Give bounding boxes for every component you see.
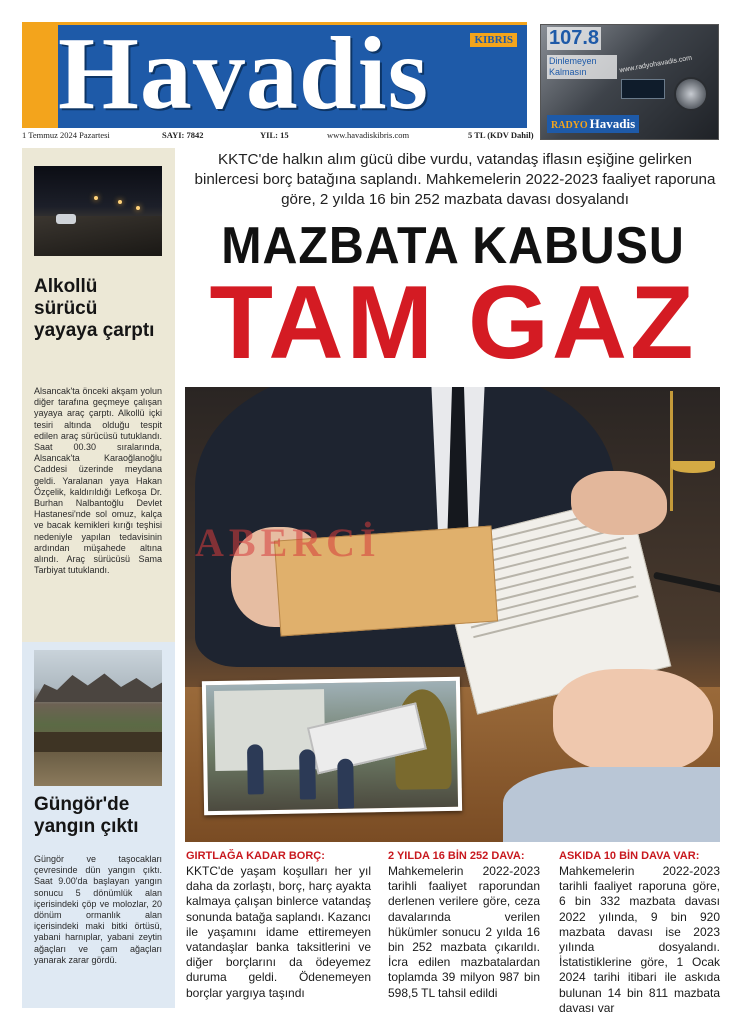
- car-icon: [56, 214, 76, 224]
- radio-brand-name: Havadis: [589, 116, 636, 131]
- radio-url: www.radyohavadis.com: [618, 54, 693, 75]
- radio-display-icon: [621, 79, 665, 99]
- sidebar-story-gungor: Güngör ve taşocakları çevresinde dün yangın çıktı. Saat 9.00'da başlayan yangın sonucu 5 dönümlük alan içerisindeki çöp ve molozlar, 20 dönüm ormanlık alan içerisindeki maki bitki örtüsü, yabani harnıplar, yabani zeytin ağaçları ve çam ağaçları yanarak zarar gördü.: [34, 854, 162, 965]
- radio-knob-icon: [674, 77, 708, 111]
- mountain-ridge-shape: [34, 672, 162, 702]
- burnt-area-shape: [34, 732, 162, 752]
- radio-brand-prefix: RADYO: [551, 120, 588, 131]
- street-lamp-icon: [94, 196, 98, 200]
- clasped-hands-shape: [553, 669, 713, 773]
- person-shape: [299, 749, 316, 799]
- masthead-region-label: KIBRIS: [470, 33, 517, 47]
- issue-number: SAYI: 7842: [162, 130, 204, 140]
- street-lamp-icon: [118, 200, 122, 204]
- sidebar-story-alkollu: Alsancak'ta önceki akşam yolun diğer tarafına geçmeye çalışan yayaya araç çarptı. Alkollü içki tesiri altında olduğu tespit edilen araç sürücüsü tutuklandı. Saat 00.30 sıralarında, Alsancak'ta Karaoğlanoğlu Caddesi üzerinde meydana geldi. Yaralanan yaya Hakan Özçelik, kaldırıldığı Lefkoşa Dr. Burhan Nalbantoğlu Devlet Hastanesi'nde sol omuz, kalça ve bacak kemikleri kırığı teşhisi nedeniyle yapılan tedavisinin ardından müşahede altına alındı. Araç sürücüsü Sama Tarbiyat tutuklandı.: [34, 386, 162, 576]
- article-kicker: ASKIDA 10 BİN DAVA VAR:: [559, 850, 700, 862]
- left-sidebar: [22, 148, 175, 1008]
- justice-scale-icon: [670, 391, 716, 511]
- main-story-deck: KKTC'de halkın alım gücü dibe vurdu, vatandaş iflasın eşiğine gelirken binlercesi borç batağına saplandı. Mahkemelerin 2022-2023 faaliyet raporuna göre, 2 yılda 16 bin 252 mazbata davası dosyalandı: [194, 151, 716, 208]
- mountain-fire-photo: [34, 650, 162, 786]
- photo-watermark: ABERCİ: [195, 520, 381, 565]
- sleeve-shape: [503, 767, 720, 842]
- main-headline-line2[interactable]: TAM GAZ: [209, 265, 697, 381]
- dateline: [22, 130, 534, 144]
- article-column: [186, 850, 371, 1001]
- article-body: Mahkemelerin 2022-2023 tarihli faaliyet raporuna göre, 6 bin 332 mazbata davası 2022 yılında, 9 bin 920 mazbata davası ise 2023 yılında dosyalandı. İstatistiklerine göre, 1 Ocak 2024 tarihi itibari ile askıda bulunan 14 bin 811 mazbata davası var: [559, 864, 720, 1015]
- article-column: [559, 850, 720, 1016]
- night-road-photo: [34, 166, 162, 256]
- radio-advertisement[interactable]: [540, 24, 719, 140]
- issue-year: YIL: 15: [260, 130, 289, 140]
- article-kicker: GIRTLAĞA KADAR BORÇ:: [186, 850, 325, 862]
- road-shape: [34, 216, 162, 256]
- radio-tagline: Dinlemeyen Kalmasın: [547, 55, 617, 79]
- article-body: KKTC'de yaşam koşulları her yıl daha da zorlaştı, borç, harç ayakta kalmaya çalışan binlerce vatandaş sonunda batağa saplandı. Kazancı ile yaşamını idame ettiremeyen vatandaşlar banka taksitlerini ve diğer borçlarını da ödeyemez duruma geldi. Ödenemeyen borçlar yargıya taşındı: [186, 864, 371, 1000]
- website-link[interactable]: www.havadiskibris.com: [327, 130, 410, 140]
- masthead: [22, 16, 527, 131]
- issue-date: 1 Temmuz 2024 Pazartesi: [22, 130, 110, 140]
- main-story-photo: [185, 387, 720, 842]
- person-shape: [247, 744, 264, 794]
- radio-frequency: 107.8: [549, 27, 600, 49]
- radio-brand: [547, 115, 639, 133]
- hand-with-pen-shape: [571, 471, 667, 535]
- person-shape: [337, 759, 354, 809]
- inset-eviction-photo: [202, 677, 462, 815]
- article-body: Mahkemelerin 2022-2023 tarihli faaliyet raporundan derlenen verilere göre, ceza davalarında verilen hükümler sonucu 2 yılda 16 bin 252 mazbata çıkarıldı. İcra edilen mazbatalardan toplamda 39 milyon 987 bin 598,5 TL tahsil edildi: [388, 864, 540, 1000]
- sidebar-headline-gungor[interactable]: Güngör'de yangın çıktı: [34, 794, 139, 837]
- newspaper-logo[interactable]: Havadis: [58, 16, 430, 131]
- masthead-accent-strip: [22, 25, 58, 128]
- sidebar-headline-alkollu[interactable]: Alkollü sürücü yayaya çarptı: [34, 276, 155, 341]
- street-lamp-icon: [136, 206, 140, 210]
- issue-price: 5 TL (KDV Dahil): [468, 130, 534, 140]
- article-kicker: 2 YILDA 16 BİN 252 DAVA:: [388, 850, 525, 862]
- main-headline-line1[interactable]: MAZBATA KABUSU: [221, 217, 685, 275]
- pen-icon: [653, 572, 720, 594]
- article-column: [388, 850, 540, 1001]
